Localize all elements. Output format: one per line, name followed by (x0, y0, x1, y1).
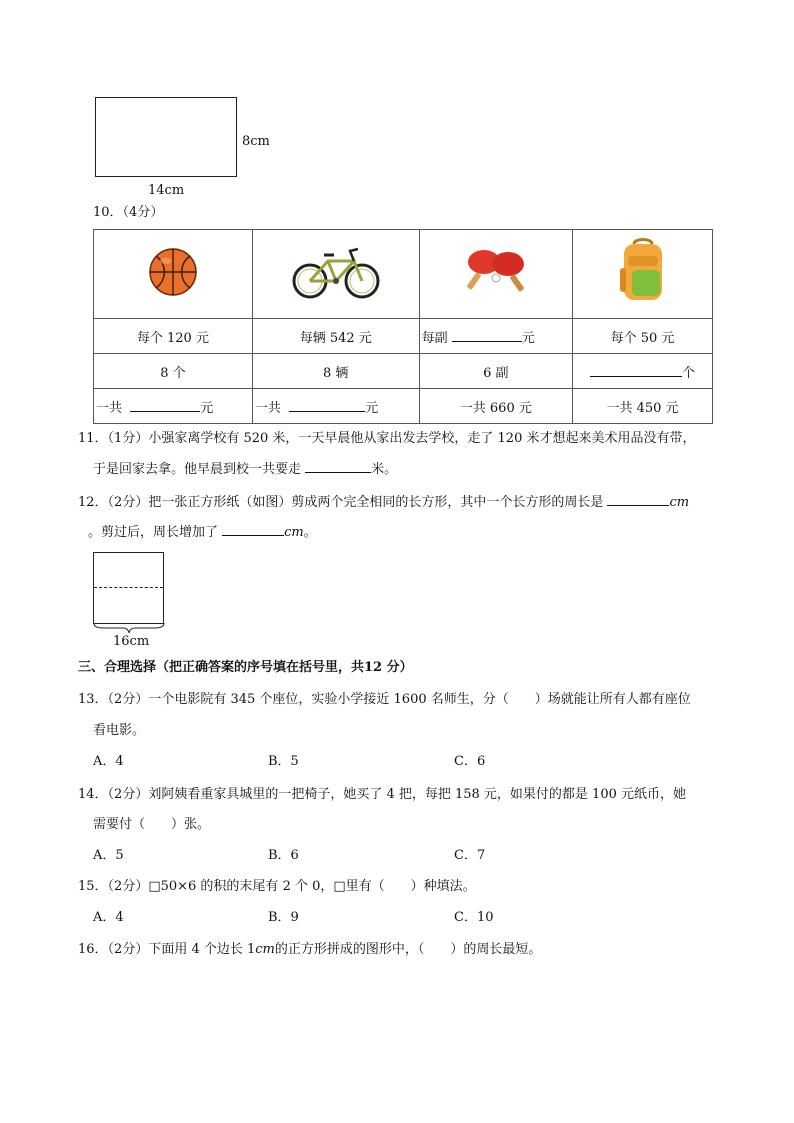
q13-line1: 13．（2分）一个电影院有 345 个座位，实验小学接近 1600 名师生，分（ ）场就能让所有人都有座位 (78, 692, 691, 707)
unit-cm: cm (669, 495, 690, 510)
price-prefix: 每副 (421, 330, 448, 346)
table-cell (419, 230, 572, 319)
q10-table (93, 229, 713, 424)
total-suffix: 元 (365, 400, 379, 416)
price-suffix: 元 (521, 330, 535, 346)
q16-line (78, 940, 541, 960)
rectangle-width-label: 14cm (148, 183, 185, 198)
q11-line2-suffix: 米。 (371, 462, 398, 477)
rectangle-figure (95, 97, 237, 177)
option-b[interactable]: B．9 (268, 910, 299, 925)
table-cell (573, 354, 713, 389)
table-cell: 6 副 (419, 354, 572, 389)
basketball-icon (147, 246, 199, 298)
table-cell (94, 230, 253, 319)
q12-line2 (88, 523, 317, 543)
option-a[interactable]: A．5 (93, 848, 124, 863)
option-c[interactable]: C．7 (454, 848, 486, 863)
total-prefix: 一共 (96, 400, 123, 416)
brace-icon (93, 622, 165, 634)
table-cell: 8 辆 (252, 354, 419, 389)
table-cell: 每辆 542 元 (252, 319, 419, 354)
bicycle-icon (290, 243, 382, 301)
ping-pong-paddles-icon (456, 244, 536, 300)
q12-line2-prefix: 。剪过后，周长增加了 (88, 525, 219, 540)
table-cell (573, 230, 713, 319)
table-cell: 每个 120 元 (94, 319, 253, 354)
q13-line2: 看电影。 (93, 723, 146, 738)
option-c[interactable]: C．10 (454, 910, 494, 925)
dashed-cut-line (94, 587, 163, 588)
option-b[interactable]: B．5 (268, 754, 299, 769)
table-row (94, 319, 713, 354)
q11-line2 (93, 460, 397, 480)
q12-line1-prefix: 12．（2分）把一张正方形纸（如图）剪成两个完全相同的长方形，其中一个长方形的周长是 (78, 495, 604, 510)
option-a[interactable]: A．4 (93, 754, 124, 769)
q11-line1: 11．（1分）小强家离学校有 520 米，一天早晨他从家出发去学校，走了 120 米才想起来美术用品没有带， (78, 431, 696, 446)
option-a[interactable]: A．4 (93, 910, 124, 925)
answer-blank[interactable] (130, 399, 200, 412)
q16-suffix: 的正方形拼成的图形中，（ ）的周长最短。 (274, 942, 542, 957)
answer-blank[interactable] (222, 523, 284, 536)
square-side-label: 16cm (113, 634, 150, 649)
rectangle-height-label: 8cm (242, 134, 270, 149)
table-row (94, 389, 713, 424)
q11-line2-prefix: 于是回家去拿。他早晨到校一共要走 (93, 462, 302, 477)
table-row (94, 230, 713, 319)
table-row (94, 354, 713, 389)
unit-cm: cm (255, 942, 275, 957)
q10-header: 10．（4分） (93, 205, 164, 220)
table-cell (252, 389, 419, 424)
table-cell: 一共 660 元 (419, 389, 572, 424)
total-prefix: 一共 (254, 400, 281, 416)
q14-line2: 需要付（ ）张。 (93, 817, 211, 832)
q14-line1: 14．（2分）刘阿姨看重家具城里的一把椅子，她买了 4 把，每把 158 元，如果付的都是 100 元纸币，她 (78, 787, 687, 802)
section-title: 三、合理选择（把正确答案的序号填在括号里，共12 分） (78, 660, 413, 675)
table-cell: 每个 50 元 (573, 319, 713, 354)
table-cell (419, 319, 572, 354)
square-paper-figure (93, 552, 164, 624)
table-cell: 一共 450 元 (573, 389, 713, 424)
table-cell: 8 个 (94, 354, 253, 389)
q16-prefix: 16．（2分）下面用 4 个边长 1 (78, 942, 256, 957)
quantity-suffix: 个 (681, 365, 695, 381)
q15-line: 15．（2分）□50×6 的积的末尾有 2 个 0，□里有（ ）种填法。 (78, 879, 476, 894)
backpack-icon (616, 238, 670, 306)
option-c[interactable]: C．6 (454, 754, 486, 769)
answer-blank[interactable] (607, 493, 669, 506)
answer-blank[interactable] (590, 364, 682, 377)
q12-line2-suffix: 。 (303, 525, 317, 540)
table-cell (94, 389, 253, 424)
option-b[interactable]: B．6 (268, 848, 299, 863)
answer-blank[interactable] (452, 329, 522, 342)
unit-cm: cm (284, 525, 304, 540)
table-cell (252, 230, 419, 319)
total-suffix: 元 (200, 400, 214, 416)
answer-blank[interactable] (289, 399, 365, 412)
answer-blank[interactable] (305, 460, 371, 473)
q12-line1 (78, 493, 689, 513)
